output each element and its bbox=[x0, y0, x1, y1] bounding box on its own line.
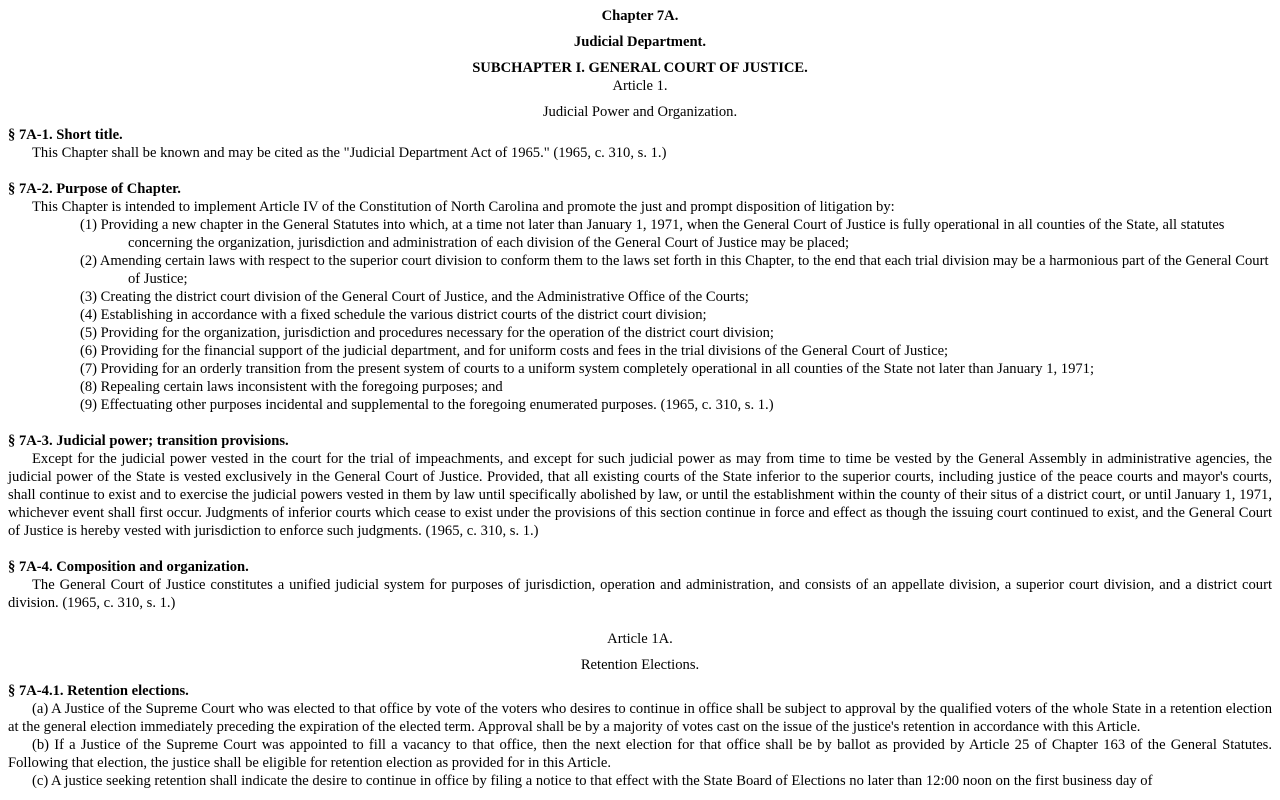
article-1a-heading: Article 1A. bbox=[607, 631, 673, 647]
list-item: (2) Amending certain laws with respect to the superior court division to conform them to the laws set forth in this Chapter, to the end that each trial division may be a harmonious part of the General Court of Justice; bbox=[80, 253, 1269, 287]
article-title: Judicial Power and Organization. bbox=[542, 104, 738, 120]
article-heading: Article 1. bbox=[612, 78, 668, 94]
section-title-7a-4: § 7A-4. Composition and organization. bbox=[8, 559, 249, 575]
section-intro-7a-2: This Chapter is intended to implement Article IV of the Constitution of North Carolina and promote the just and prompt disposition of litigation by: bbox=[32, 199, 895, 215]
list-item: (9) Effectuating other purposes incidental and supplemental to the foregoing enumerated purposes. (1965, c. 310, s. 1.) bbox=[80, 397, 774, 413]
article-1a-title: Retention Elections. bbox=[580, 657, 700, 673]
list-item: (7) Providing for an orderly transition from the present system of courts to a uniform system completely operational in all counties of the State not later than January 1, 1971; bbox=[80, 361, 1095, 377]
section-title-7a-2: § 7A-2. Purpose of Chapter. bbox=[8, 181, 181, 197]
chapter-heading: Chapter 7A. bbox=[601, 8, 679, 24]
section-body-7a-4: The General Court of Justice constitutes a unified judicial system for purposes of jurisdiction, operation and administration, and consists of an appellate division, a superior court division, and a district court division. (1965, c. 310, s. 1.) bbox=[8, 577, 1272, 611]
section-title-7a-3: § 7A-3. Judicial power; transition provisions. bbox=[8, 433, 289, 449]
department-heading: Judicial Department. bbox=[573, 34, 707, 50]
subsection-c: (c) A justice seeking retention shall indicate the desire to continue in office by filing a notice to that effect with the State Board of Elections no later than 12:00 noon on the first business day of bbox=[32, 773, 1153, 789]
subsection-a: (a) A Justice of the Supreme Court who was elected to that office by vote of the voters who desires to continue in office shall be subject to approval by the qualified voters of the whole State in a retention election at the general election immediately preceding the expiration of the elected term. Approval shall be by a majority of votes cast on the issue of the justice's retention in accordance with this Article. bbox=[8, 701, 1272, 735]
section-body-7a-3: Except for the judicial power vested in the court for the trial of impeachments, and except for such judicial power as may from time to time be vested by the General Assembly in administrative agencies, the judicial power of the State is vested exclusively in the General Court of Justice. Provided, that all existing courts of the State inferior to the superior courts, including justice of the peace courts and mayor's courts, shall continue to exist and to exercise the judicial powers vested in them by law until specifically abolished by law, or until the establishment within the county of their situs of a district court, or until January 1, 1971, whichever event shall first occur. Judgments of inferior courts which cease to exist under the provisions of this section continue in force and effect as though the issuing court continued to exist, and the General Court of Justice is hereby vested with jurisdiction to enforce such judgments. (1965, c. 310, s. 1.) bbox=[8, 451, 1272, 539]
section-title-7a-4-1: § 7A-4.1. Retention elections. bbox=[8, 683, 189, 699]
list-item: (6) Providing for the financial support of the judicial department, and for uniform costs and fees in the trial divisions of the General Court of Justice; bbox=[80, 343, 949, 359]
list-item: (1) Providing a new chapter in the General Statutes into which, at a time not later than January 1, 1971, when the General Court of Justice is fully operational in all counties of the State, all statutes concerning the organization, jurisdiction and administration of each division of the General Court of Justice may be placed; bbox=[80, 217, 1225, 251]
section-body-7a-1: This Chapter shall be known and may be cited as the "Judicial Department Act of 1965." (1965, c. 310, s. 1.) bbox=[32, 145, 667, 161]
list-item: (8) Repealing certain laws inconsistent with the foregoing purposes; and bbox=[80, 379, 503, 395]
list-item: (4) Establishing in accordance with a fixed schedule the various district courts of the district court division; bbox=[80, 307, 707, 323]
subsection-b: (b) If a Justice of the Supreme Court was appointed to fill a vacancy to that office, then the next election for that office shall be by ballot as provided by Article 25 of Chapter 163 of the General Statutes. Following that election, the justice shall be eligible for retention election as provided for in this Article. bbox=[8, 737, 1272, 771]
list-item: (3) Creating the district court division of the General Court of Justice, and the Administrative Office of the Courts; bbox=[80, 289, 749, 305]
list-item: (5) Providing for the organization, jurisdiction and procedures necessary for the operation of the district court division; bbox=[80, 325, 774, 341]
subchapter-heading: SUBCHAPTER I. GENERAL COURT OF JUSTICE. bbox=[472, 60, 808, 76]
section-title-7a-1: § 7A-1. Short title. bbox=[8, 127, 123, 143]
